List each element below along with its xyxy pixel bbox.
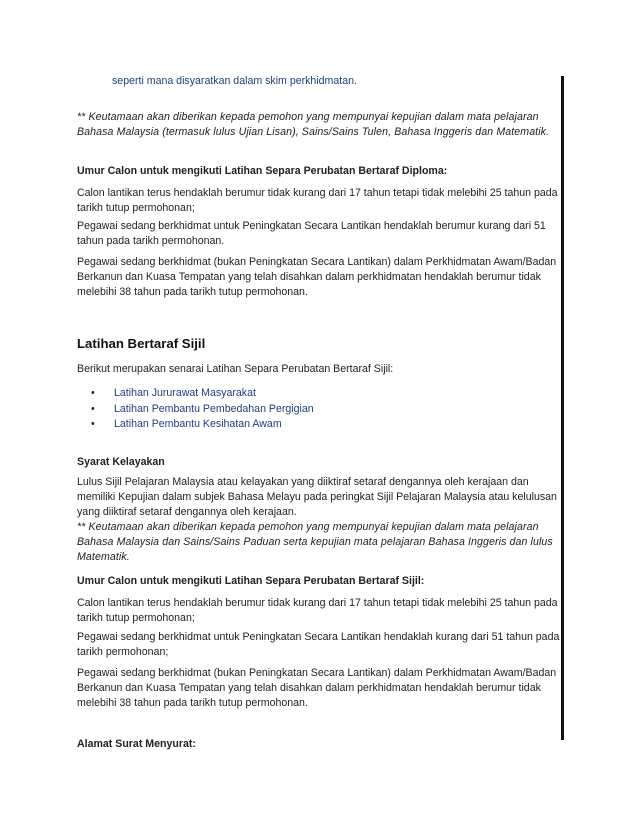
age-sijil-p2: Pegawai sedang berkhidmat untuk Peningkatan Secara Lantikan hendaklah kurang dari 51 tahun pada tarikh permohonan; bbox=[77, 631, 560, 658]
age-diploma-p1: Calon lantikan terus hendaklah berumur tidak kurang dari 17 tahun tetapi tidak melebihi 25 tahun pada tarikh tutup permohonan; bbox=[77, 187, 558, 214]
age-diploma-p2: Pegawai sedang berkhidmat untuk Peningkatan Secara Lantikan hendaklah berumur kurang dari 51 tahun pada tarikh permohonan. bbox=[77, 220, 546, 247]
bullet-icon: • bbox=[91, 418, 95, 430]
intro-line: seperti mana disyaratkan dalam skim perkhidmatan. bbox=[112, 75, 357, 87]
note-diploma: ** Keutamaan akan diberikan kepada pemohon yang mempunyai kepujian dalam mata pelajaran Bahasa Malaysia (termasuk lulus Ujian Lisan), Sains/Sains Tulen, Bahasa Inggeris dan Matematik. bbox=[77, 111, 550, 138]
syarat-p1: Lulus Sijil Pelajaran Malaysia atau kelayakan yang diiktiraf setaraf dengannya oleh kerajaan dan memiliki Kepujian dalam subjek Bahasa Melayu pada peringkat Sijil Pelajaran Malaysia atau kelulusan yang diiktiraf setaraf dengannya oleh kerajaan. bbox=[77, 476, 557, 518]
age-diploma-p3: Pegawai sedang berkhidmat (bukan Peningkatan Secara Lantikan) dalam Perkhidmatan Awam/Badan Berkanun dan Kuasa Tempatan yang telah disahkan dalam perkhidmatan hendaklah berumur tidak melebihi 38 tahun pada tarikh tutup permohonan. bbox=[77, 256, 557, 298]
syarat-heading: Syarat Kelayakan bbox=[77, 456, 165, 468]
age-diploma-heading: Umur Calon untuk mengikuti Latihan Separa Perubatan Bertaraf Diploma: bbox=[77, 165, 448, 177]
list-item: • Latihan Pembantu Kesihatan Awam bbox=[89, 417, 489, 433]
bullet-icon: • bbox=[91, 387, 95, 399]
alamat-heading: Alamat Surat Menyurat: bbox=[77, 738, 196, 750]
syarat-note: ** Keutamaan akan diberikan kepada pemohon yang mempunyai kepujian dalam mata pelajaran Bahasa Malaysia dan Sains/Sains Paduan serta kepujian mata pelajaran Bahasa Inggeris dan lulus Matematik. bbox=[77, 521, 553, 563]
list-item: • Latihan Jururawat Masyarakat bbox=[89, 386, 489, 402]
age-sijil-heading: Umur Calon untuk mengikuti Latihan Separa Perubatan Bertaraf Sijil: bbox=[77, 575, 425, 587]
age-sijil-p3: Pegawai sedang berkhidmat (bukan Peningkatan Secara Lantikan) dalam Perkhidmatan Awam/Badan Berkanun dan Kuasa Tempatan yang telah disahkan dalam perkhidmatan hendaklah berumur tidak melebihi 38 tahun pada tarikh tutup permohonan. bbox=[77, 667, 557, 709]
sijil-list bbox=[89, 386, 489, 433]
list-item: • Latihan Pembantu Pembedahan Pergigian bbox=[89, 402, 489, 418]
bullet-icon: • bbox=[91, 402, 95, 415]
sijil-heading: Latihan Bertaraf Sijil bbox=[77, 336, 206, 351]
sijil-intro: Berikut merupakan senarai Latihan Separa Perubatan Bertaraf Sijil: bbox=[77, 363, 394, 375]
age-sijil-p1: Calon lantikan terus hendaklah berumur tidak kurang dari 17 tahun tetapi tidak melebihi 25 tahun pada tarikh tutup permohonan; bbox=[77, 597, 558, 624]
